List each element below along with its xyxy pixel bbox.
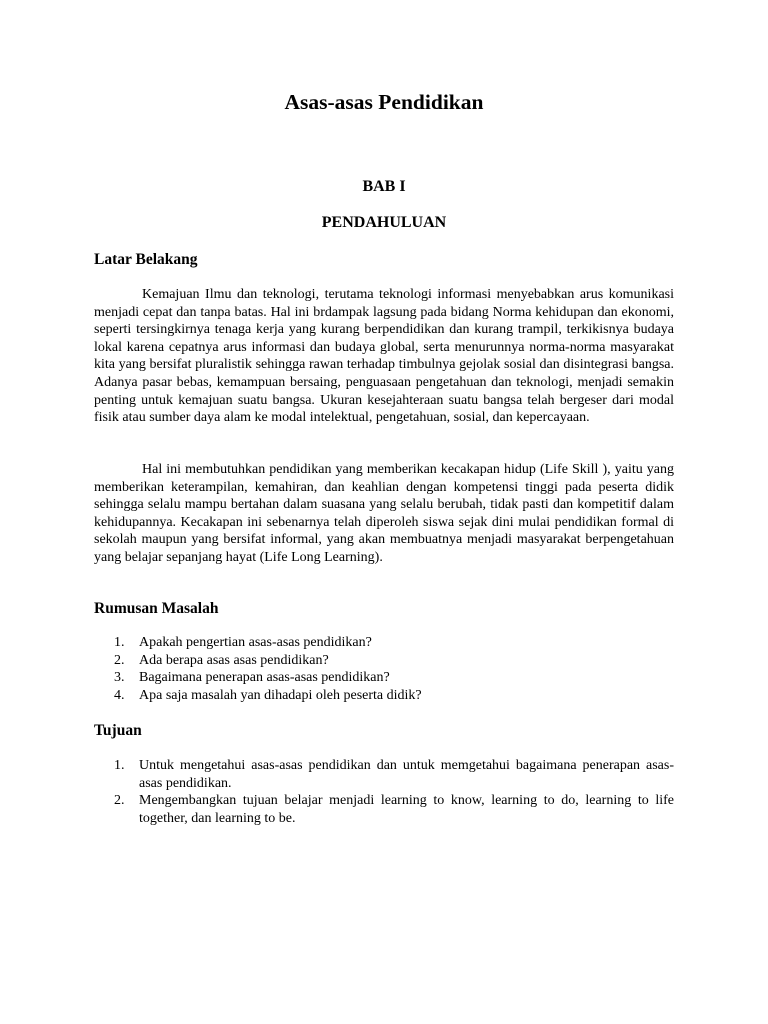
- list-item-text: Apa saja masalah yan dihadapi oleh peserta didik?: [139, 687, 422, 703]
- list-item: [94, 757, 674, 792]
- list-item-number: 2.: [114, 652, 125, 668]
- list-item: [94, 652, 674, 670]
- list-item-text: Untuk mengetahui asas-asas pendidikan dan untuk memgetahui bagaimana penerapan asas-asas pendidikan.: [139, 758, 674, 791]
- list-item: [94, 669, 674, 687]
- list-item: [94, 687, 674, 705]
- section-heading-rumusan-masalah: Rumusan Masalah: [94, 600, 219, 617]
- list-item-text: Apakah pengertian asas-asas pendidikan?: [139, 635, 372, 650]
- list-item-number: 1.: [114, 758, 125, 773]
- tujuan-list: [94, 757, 674, 827]
- list-item-number: 1.: [114, 635, 125, 650]
- list-item: [94, 634, 674, 652]
- paragraph: Hal ini membutuhkan pendidikan yang memberikan kecakapan hidup (Life Skill ), yaitu yang memberikan keterampilan, kemahiran, dan keahlian dengan kompetensi tinggi pada peserta didik sehingga selalu mampu bertahan dalam suasana yang selalu berubah, tidak pasti dan kompetitif dalam kehidupannya. Kecakapan ini sebenarnya telah diperoleh siswa sejak dini mulai pendidikan formal di sekolah maupun yang bersifat informal, yang akan membuatnya menjadi masyarakat berpengetahuan yang belajar sepanjang hayat (Life Long Learning).: [94, 462, 674, 565]
- chapter-name: PENDAHULUAN: [321, 214, 447, 231]
- document-title: Asas-asas Pendidikan: [284, 90, 484, 114]
- paragraph: Kemajuan Ilmu dan teknologi, terutama teknologi informasi menyebabkan arus komunikasi menjadi cepat dan tanpa batas. Hal ini brdampak lagsung pada bidang Norma kehidupan dan ekonomi, seperti tersingkirnya tenaga kerja yang kurang berpendidikan dan kurang trampil, terkikisnya budaya lokal karena cepatnya arus informasi dan budaya global, serta menurunnya norma-norma masyarakat kita yang bersifat pluralistik sehingga rawan terhadap timbulnya gejolak sosial dan disintegrasi bangsa. Adanya pasar bebas, kemampuan bersaing, penguasaan pengetahuan dan teknologi, menjadi semakin penting untuk kemajuan suatu bangsa. Ukuran kesejahteraan suatu bangsa telah bergeser dari modal fisik atau sumber daya alam ke modal intelektual, pengetahuan, sosial, dan kepercayaan.: [94, 287, 674, 426]
- rumusan-masalah-list: [94, 634, 674, 704]
- list-item-text: Ada berapa asas asas pendidikan?: [139, 652, 329, 668]
- section-heading-tujuan: Tujuan: [94, 722, 142, 739]
- list-item-number: 2.: [114, 793, 125, 809]
- list-item-text: Mengembangkan tujuan belajar menjadi learning to know, learning to do, learning to life together, dan learning to be.: [139, 793, 674, 826]
- chapter-number: BAB I: [362, 178, 406, 195]
- section-heading-latar-belakang: Latar Belakang: [94, 251, 198, 268]
- list-item: [94, 792, 674, 827]
- list-item-number: 3.: [114, 670, 125, 686]
- list-item-text: Bagaimana penerapan asas-asas pendidikan?: [139, 670, 390, 686]
- list-item-number: 4.: [114, 687, 125, 703]
